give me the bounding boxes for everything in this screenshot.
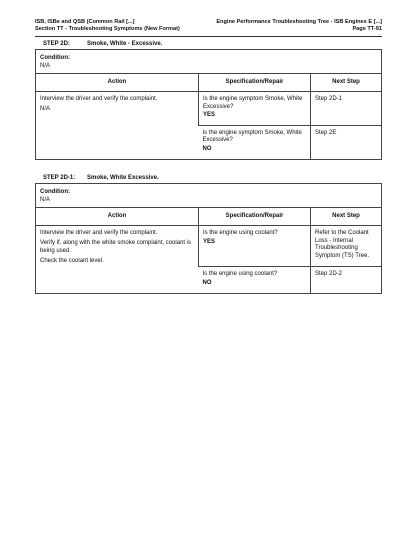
next-step-cell: Step 2E xyxy=(311,125,382,158)
action-cell xyxy=(36,226,199,293)
step-number: STEP 2D-1: xyxy=(43,175,76,181)
step-heading xyxy=(35,40,382,49)
header-page-number: Page TT-91 xyxy=(352,26,382,32)
action-cell xyxy=(36,92,199,159)
condition-value: N/A xyxy=(40,197,51,203)
table-row xyxy=(36,226,381,267)
condition-label: Condition: xyxy=(40,189,70,195)
column-header-spec: Specification/Repair xyxy=(199,208,311,226)
header-left xyxy=(35,19,180,33)
step-table-box xyxy=(35,49,382,160)
spec-cell xyxy=(199,226,311,267)
column-header-spec: Specification/Repair xyxy=(199,74,311,92)
next-step-cell: Refer to the Coolant Loss - Internal Troubleshooting Symptom (TS) Tree. xyxy=(311,226,382,267)
step-table-box xyxy=(35,183,382,294)
next-step-cell: Step 2D-2 xyxy=(311,267,382,293)
spec-answer: NO xyxy=(202,279,212,286)
step-title: Smoke, White Excessive. xyxy=(87,175,159,181)
action-text: N/A xyxy=(40,106,51,113)
step-title: Smoke, White - Excessive. xyxy=(87,41,163,47)
spec-answer: NO xyxy=(202,145,212,152)
spec-question: Is the engine using coolant? xyxy=(203,230,278,236)
column-header-next: Next Step xyxy=(311,74,382,92)
header-right xyxy=(216,19,382,33)
action-text: Check the coolant level. xyxy=(40,257,104,264)
next-step-cell: Step 2D-1 xyxy=(311,92,382,126)
troubleshooting-table xyxy=(36,74,381,159)
step-2d-1-section xyxy=(35,174,382,294)
table-row xyxy=(36,92,381,126)
step-number: STEP 2D: xyxy=(43,41,70,47)
condition-label: Condition: xyxy=(40,55,70,61)
spec-question: Is the engine using coolant? xyxy=(202,271,278,278)
spec-cell xyxy=(199,125,311,158)
spec-cell xyxy=(199,267,311,293)
header-divider xyxy=(35,36,382,37)
column-header-next: Next Step xyxy=(311,208,382,226)
column-header-action: Action xyxy=(36,208,199,226)
header-section-title: Section TT - Troubleshooting Symptoms (New Format) xyxy=(35,26,180,32)
header-manual-title: ISB, ISBe and QSB (Common Rail [...] xyxy=(35,19,135,25)
spec-answer: YES xyxy=(203,112,216,119)
condition-value: N/A xyxy=(40,63,51,69)
action-text: Verify if, along with the white smoke complaint, coolant is being used. xyxy=(40,240,192,254)
spec-question: Is the engine symptom Smoke, White Excessive? xyxy=(202,129,302,144)
step-heading xyxy=(35,174,382,183)
condition-block xyxy=(36,50,381,74)
header-tree-title: Engine Performance Troubleshooting Tree - ISB Engines E [...] xyxy=(216,19,382,25)
condition-block xyxy=(36,184,381,208)
spec-answer: YES xyxy=(203,238,216,245)
action-text: Interview the driver and verify the complaint. xyxy=(40,230,158,236)
spec-cell xyxy=(199,92,311,126)
column-header-action: Action xyxy=(36,74,199,92)
troubleshooting-table xyxy=(36,208,381,293)
step-2d-section xyxy=(35,40,382,160)
action-text: Interview the driver and verify the complaint. xyxy=(40,96,158,102)
spec-question: Is the engine symptom Smoke, White Excessive? xyxy=(203,96,303,110)
